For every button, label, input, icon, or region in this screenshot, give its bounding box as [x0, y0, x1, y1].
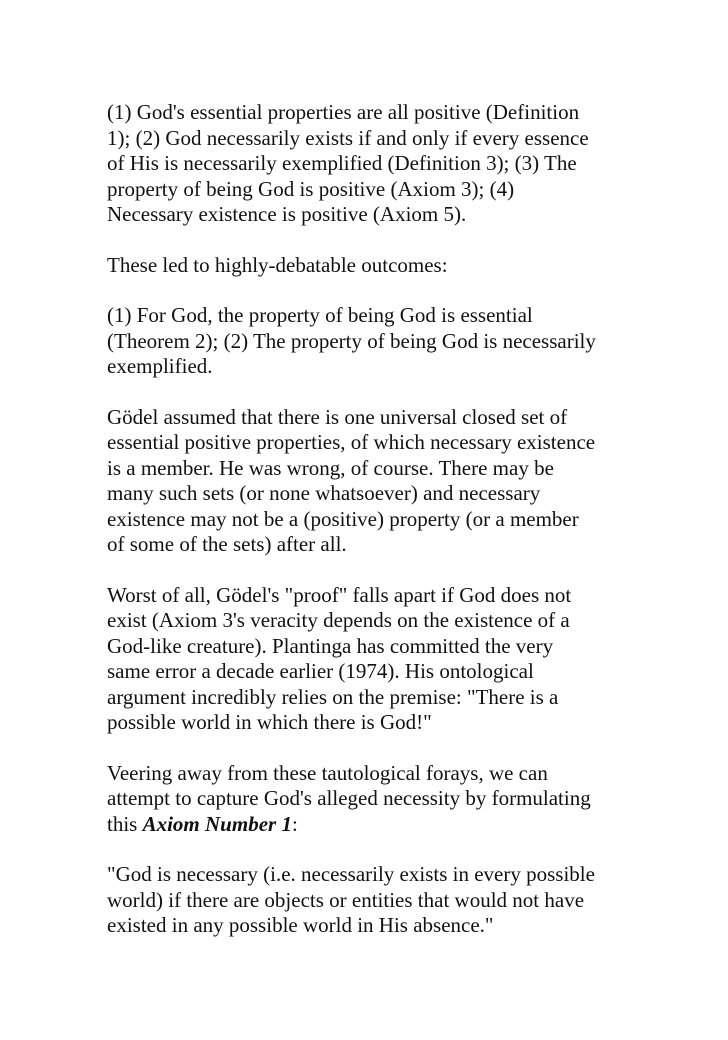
- text-line: Necessary existence is positive (Axiom 5).: [107, 202, 467, 226]
- text-line: same error a decade earlier (1974). His ontological: [107, 659, 534, 683]
- paragraph-godel-assumption: [107, 405, 627, 558]
- text-line: argument incredibly relies on the premise: "There is a: [107, 684, 559, 709]
- axiom-suffix: :: [291, 811, 298, 836]
- text-line: (1) For God, the property of being God is essential: [107, 303, 533, 327]
- text-line: possible world in which there is God!": [107, 710, 432, 734]
- paragraph-axiom-quote: [107, 862, 627, 939]
- text-line: "God is necessary (i.e. necessarily exists in every possible: [107, 862, 595, 886]
- text-line: These led to highly-debatable outcomes:: [107, 252, 448, 277]
- paragraph-critique: [107, 583, 627, 736]
- text-line: world) if there are objects or entities that would not have: [107, 887, 585, 912]
- text-line: Worst of all, Gödel's "proof" falls apart if God does not: [107, 582, 572, 607]
- paragraph-outcomes-intro: [107, 253, 627, 279]
- text-line: God-like creature). Plantinga has committed the very: [107, 633, 554, 658]
- text-line: exemplified.: [107, 354, 213, 378]
- text-line: exist (Axiom 3's veracity depends on the existence of a: [107, 608, 570, 632]
- text-line: many such sets (or none whatsoever) and necessary: [107, 481, 541, 505]
- text-line: (Theorem 2); (2) The property of being God is necessarily: [107, 328, 596, 353]
- paragraph-definitions: [107, 100, 627, 228]
- text-line: existed in any possible world in His absence.": [107, 913, 494, 937]
- text-line: is a member. He was wrong, of course. There may be: [107, 455, 554, 480]
- document-page: [107, 100, 627, 964]
- text-line: property of being God is positive (Axiom 3); (4): [107, 176, 515, 201]
- text-line: of His is necessarily exemplified (Definition 3); (3) The: [107, 151, 577, 175]
- text-line: 1); (2) God necessarily exists if and only if every essence: [107, 125, 589, 150]
- text-line: Gödel assumed that there is one universal closed set of: [107, 404, 568, 429]
- axiom-prefix: this: [107, 811, 143, 836]
- text-line: (1) God's essential properties are all positive (Definition: [107, 100, 580, 124]
- text-line: essential positive properties, of which necessary existence: [107, 430, 596, 454]
- text-line-axiom: [107, 812, 627, 838]
- text-line: existence may not be a (positive) property (or a member: [107, 506, 579, 531]
- paragraph-theorems: [107, 303, 627, 380]
- text-line: of some of the sets) after all.: [107, 532, 347, 556]
- text-line: attempt to capture God's alleged necessity by formulating: [107, 786, 591, 810]
- paragraph-axiom-intro: [107, 761, 627, 838]
- axiom-title: Axiom Number 1: [142, 811, 292, 836]
- text-line: Veering away from these tautological forays, we can: [107, 760, 548, 785]
